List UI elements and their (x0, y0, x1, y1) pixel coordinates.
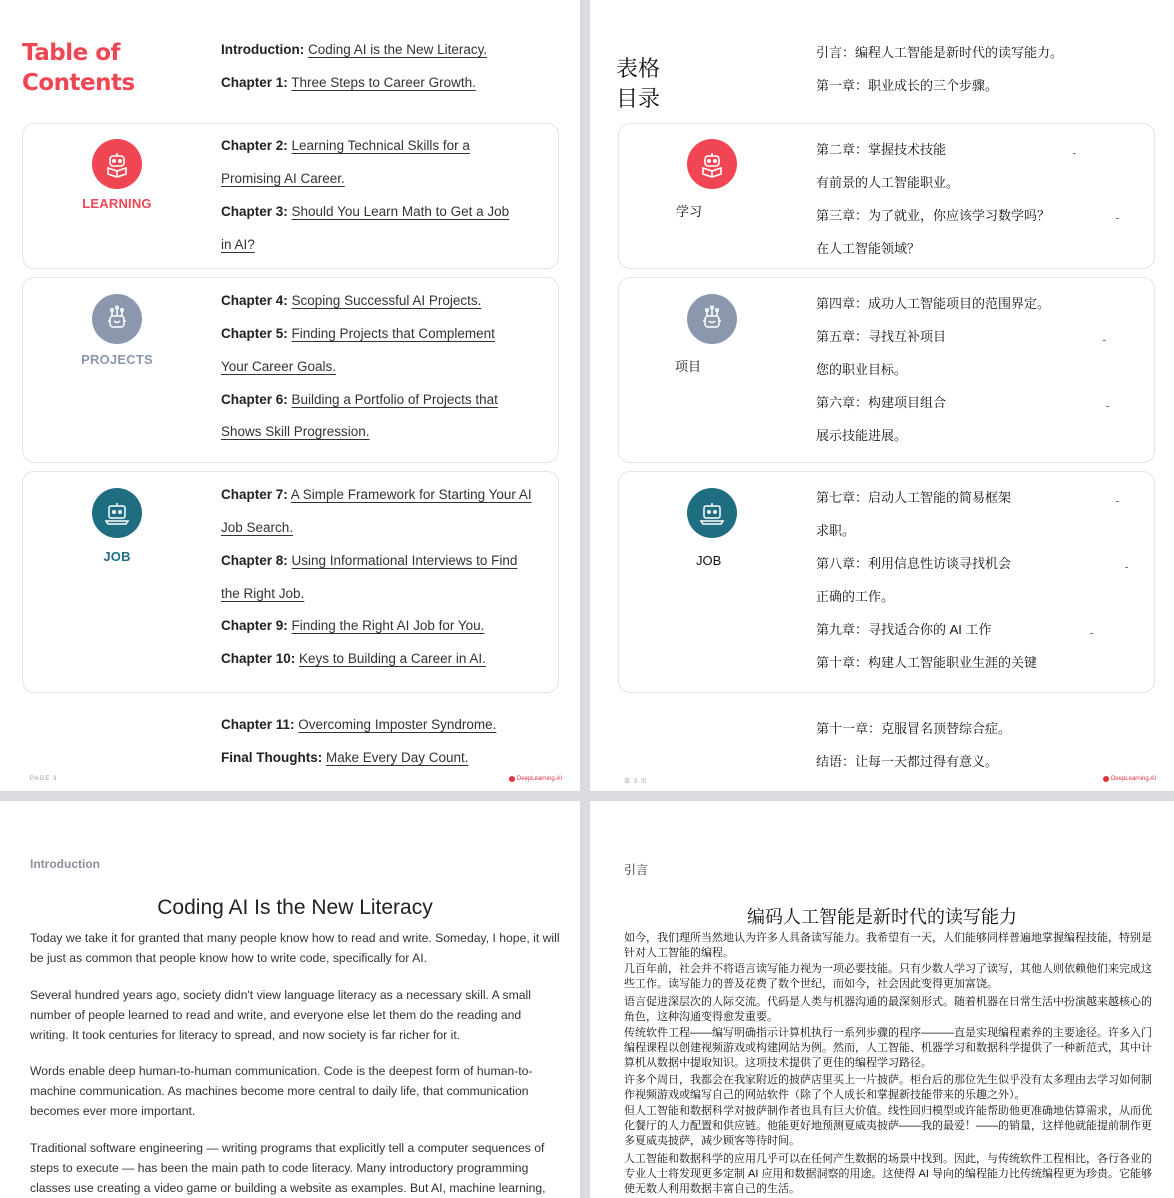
intro-paragraph-zh: 几百年前，社会并不将语言读写能力视为一项必要技能。只有少数人学习了读写，其他人则依赖他们来完成这些工作。读写能力的普及花费了数个世纪，而如今，社会因此变得更加富饶。 (624, 963, 1152, 990)
job-label: JOB (103, 549, 131, 564)
intro-paragraph-zh: 人工智能和数据科学的应用几乎可以在任何产生数据的场景中找到。因此，与传统软件工程相比，各行各业的专业人士将发现更多定制 AI 应用和数据洞察的用途。这使得 AI 导向的编程能力比传统编程更为珍贵。它能够使无数人利用数据丰富自己的生活。 (624, 1153, 1153, 1195)
toc-entry[interactable]: Chapter 5: Finding Projects that Complement (221, 326, 495, 341)
intro-heading: Coding AI Is the New Literacy (157, 896, 433, 919)
intro-paragraph: Several hundred years ago, society didn't view language literacy as a necessary skill. A small number of people learned to read and write, and everyone else let them do the reading and writing. It took centuries for literacy to spread, and now society is far richer for it. (30, 988, 531, 1042)
toc-entry[interactable]: Chapter 3: Should You Learn Math to Get a Job (221, 204, 510, 219)
intro-page-en (0, 801, 580, 1198)
brand-dot-icon (1103, 776, 1109, 782)
toc-entry[interactable]: Chapter 10: Keys to Building a Career in AI. (221, 651, 486, 666)
toc-entry-zh[interactable]: 您的职业目标。 (816, 362, 908, 377)
toc-title: Table of Contents (22, 40, 135, 96)
job-label-zh: JOB (696, 553, 722, 568)
robot-reading-icon (687, 139, 737, 189)
stray-mark (1125, 567, 1128, 568)
intro-label-zh: 引言 (624, 863, 649, 877)
robot-laptop-icon (92, 488, 142, 538)
toc-entry[interactable]: Introduction: Coding AI is the New Literacy. (221, 42, 488, 57)
toc-entry-zh[interactable]: 第四章：成功人工智能项目的范围界定。 (816, 296, 1051, 311)
toc-entry-zh[interactable]: 第二章：掌握技术技能 (816, 142, 947, 157)
robot-circuit-icon (687, 294, 737, 344)
toc-entry-zh[interactable]: 第十章：构建人工智能职业生涯的关键 (816, 655, 1038, 670)
toc-entry-continued[interactable]: Job Search. (221, 520, 294, 535)
toc-entry-zh[interactable]: 第一章：职业成长的三个步骤。 (816, 78, 999, 93)
intro-paragraph-zh: 许多个周日，我都会在我家附近的披萨店里买上一片披萨。柜台后的那位先生似乎没有太多理由去学习如何制作视频游戏或编写自己的网站软件（除了个人成长和掌握新技能带来的乐趣之外）。 (624, 1074, 1152, 1101)
toc-entry[interactable]: Chapter 9: Finding the Right AI Job for You. (221, 618, 485, 633)
toc-entry[interactable]: Chapter 8: Using Informational Interviews to Find (221, 553, 518, 568)
stray-mark (1103, 340, 1106, 341)
intro-paragraph-zh: 如今，我们理所当然地认为许多人具备读写能力。我希望有一天，人们能够同样普遍地掌握编程技能，特别是针对人工智能的编程。 (624, 932, 1152, 959)
toc-entry-zh[interactable]: 第九章：寻找适合你的 AI 工作 (816, 622, 992, 637)
toc-entry-zh[interactable]: 第六章：构建项目组合 (816, 395, 947, 410)
toc-entry[interactable]: Chapter 4: Scoping Successful AI Projects. (221, 293, 482, 308)
robot-reading-icon (92, 139, 142, 189)
toc-entry-continued[interactable]: Your Career Goals. (221, 359, 337, 374)
toc-page-zh (590, 0, 1174, 791)
brand-logo: DeepLearning.AI (509, 776, 562, 782)
stray-mark (1116, 501, 1119, 502)
intro-paragraph-zh: 语言促进深层次的人际交流。代码是人类与机器沟通的最深刻形式。随着机器在日常生活中扮演越来越核心的角色，这种沟通变得愈发重要。 (624, 996, 1152, 1023)
learning-label-zh: 学习 (676, 204, 703, 219)
stray-mark (1090, 633, 1093, 634)
robot-laptop-icon (687, 488, 737, 538)
projects-label: PROJECTS (81, 352, 153, 367)
toc-entry[interactable]: Chapter 1: Three Steps to Career Growth. (221, 75, 476, 90)
stray-mark (1073, 153, 1076, 154)
intro-heading-zh: 编码人工智能是新时代的读写能力 (747, 907, 1017, 927)
intro-paragraph-zh: 但人工智能和数据科学对披萨制作者也具有巨大价值。线性回归模型或许能帮助他更准确地估算需求，从而优化餐厅的人力配置和供应链。他能更好地预测夏威夷披萨——我的最爱！——的销量，这样他就能提前制作更多夏威夷披萨，减少顾客等待时间。 (624, 1105, 1152, 1147)
robot-circuit-icon (92, 294, 142, 344)
toc-entry[interactable]: Chapter 2: Learning Technical Skills for a (221, 138, 470, 153)
toc-entry-zh[interactable]: 引言：编程人工智能是新时代的读写能力。 (816, 45, 1064, 60)
learning-label: LEARNING (82, 196, 152, 211)
intro-paragraph-zh: 传统软件工程——编写明确指示计算机执行一系列步骤的程序———直是实现编程素养的主要途径。许多入门编程课程以创建视频游戏或构建网站为例。然而，人工智能、机器学习和数据科学提供了一种新范式，其中计算机从数据中提取知识。这项技术提供了更佳的编程学习路径。 (624, 1027, 1152, 1069)
toc-entry-zh[interactable]: 第八章：利用信息性访谈寻找机会 (816, 556, 1012, 571)
toc-entry-zh[interactable]: 第七章：启动人工智能的简易框架 (816, 490, 1012, 505)
toc-page-en (0, 0, 580, 791)
toc-title-zh: 表格 目录 (616, 56, 661, 111)
intro-label: Introduction (30, 857, 100, 871)
brand-logo: DeepLearning.AI (1103, 776, 1156, 782)
toc-entry-zh[interactable]: 第五章：寻找互补项目 (816, 329, 947, 344)
toc-entry[interactable]: Chapter 11: Overcoming Imposter Syndrome. (221, 717, 497, 732)
toc-entry[interactable]: Chapter 7: A Simple Framework for Starting Your AI (221, 487, 532, 502)
toc-entry-zh[interactable]: 有前景的人工智能职业。 (816, 175, 960, 190)
toc-entry-continued[interactable]: in AI? (221, 237, 255, 252)
toc-entry-continued[interactable]: Shows Skill Progression. (221, 424, 370, 439)
projects-label-zh: 项目 (675, 359, 702, 374)
stray-mark (1106, 406, 1109, 407)
toc-entry-zh[interactable]: 展示技能进展。 (816, 428, 908, 443)
toc-entry-zh[interactable]: 在人工智能领域？ (816, 241, 921, 256)
toc-entry-zh[interactable]: 正确的工作。 (816, 589, 895, 604)
intro-page-zh (590, 801, 1174, 1198)
toc-entry[interactable]: Final Thoughts: Make Every Day Count. (221, 750, 469, 765)
intro-paragraph: Today we take it for granted that many people know how to read and write. Someday, I hope, it will be just as common that people know how to write code, specifically for AI. (30, 931, 560, 965)
page-number-zh: 第 3 页 (624, 779, 648, 785)
stray-mark (1116, 218, 1119, 219)
toc-entry-zh[interactable]: 第三章：为了就业，你应该学习数学吗？ (816, 208, 1051, 223)
toc-entry[interactable]: Chapter 6: Building a Portfolio of Projects that (221, 392, 498, 407)
intro-paragraph: Traditional software engineering — writing programs that explicitly tell a computer sequences of steps to execute — has been the main path to code literacy. Many introductory programming classes use creating a video game or building a website as examples. But AI, machine learning, (30, 1141, 546, 1195)
toc-entry-continued[interactable]: Promising AI Career. (221, 171, 345, 186)
intro-paragraph: Words enable deep human-to-human communication. Code is the deepest form of human-to-machine communication. As machines become more central to daily life, that communication becomes ever more important. (30, 1064, 533, 1118)
page-number: PAGE 3 (30, 776, 58, 782)
toc-entry-continued[interactable]: the Right Job. (221, 586, 305, 601)
toc-entry-zh[interactable]: 第十一章：克服冒名顶替综合症。 (816, 721, 1012, 736)
brand-dot-icon (509, 776, 515, 782)
toc-entry-zh[interactable]: 结语：让每一天都过得有意义。 (816, 754, 999, 769)
toc-entry-zh[interactable]: 求职。 (816, 523, 856, 538)
